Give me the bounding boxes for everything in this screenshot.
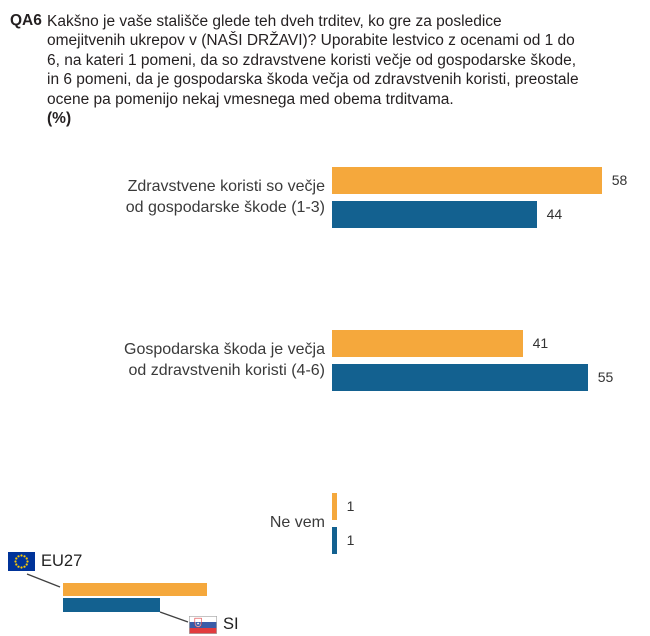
category-label-line: Gospodarska škoda je večja [124, 341, 325, 358]
question-code: QA6 [10, 12, 42, 29]
legend-label-si: SI [223, 615, 239, 633]
category-label-line: Zdravstvene koristi so večje [127, 178, 325, 195]
bar-eu27 [332, 330, 523, 357]
question-line: 6, na kateri 1 pomeni, da so zdravstvene koristi večje od gospodarske škode, [47, 51, 577, 69]
category-label-line: Ne vem [269, 514, 325, 532]
legend-swatch-si [63, 598, 160, 612]
category-label-line: od gospodarske škode (1-3) [125, 198, 325, 216]
category-label [0, 330, 325, 391]
question-line: ocene pa pomenijo nekaj vmesnega med obema trditvama. [47, 90, 454, 108]
legend-swatch-eu27 [63, 583, 207, 596]
question-line: Kakšno je vaše stališče glede teh dveh trditev, ko gre za posledice [47, 13, 502, 30]
eu-flag-icon [8, 552, 35, 571]
category-label [0, 167, 325, 228]
bar-si [332, 527, 337, 554]
bar-eu27 [332, 167, 602, 194]
chart-legend [0, 540, 300, 636]
bar-group [0, 167, 650, 228]
value-label-si: 1 [346, 532, 355, 548]
category-label-line: od zdravstvenih koristi (4-6) [128, 361, 325, 379]
value-label-eu27: 58 [611, 172, 628, 188]
legend-label-eu27: EU27 [41, 552, 83, 570]
value-label-si: 55 [597, 369, 614, 385]
si-flag-icon [189, 616, 217, 634]
value-label-eu27: 41 [532, 335, 549, 351]
value-label-eu27: 1 [346, 498, 355, 514]
question-line: omejitvenih ukrepov v (NAŠI DRŽAVI)? Uporabite lestvico z ocenami od 1 do [47, 32, 575, 50]
bar-si [332, 364, 588, 391]
question-line: in 6 pomeni, da je gospodarska škoda večja od zdravstvenih koristi, preostale [47, 71, 579, 89]
percent-unit-label: (%) [47, 110, 72, 128]
bar-group [0, 330, 650, 391]
value-label-si: 44 [546, 206, 563, 222]
bar-eu27 [332, 493, 337, 520]
bar-si [332, 201, 537, 228]
